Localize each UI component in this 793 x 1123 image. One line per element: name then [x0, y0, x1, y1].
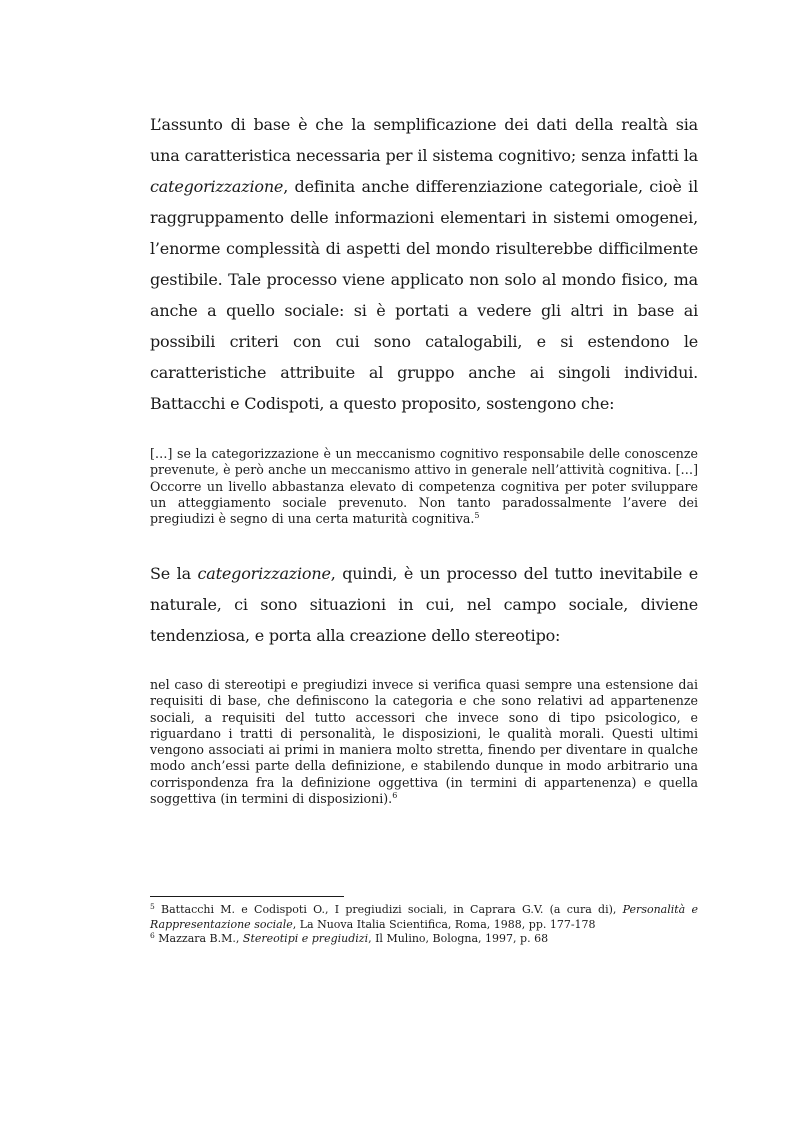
footnote-title: Stereotipi e pregiudizi: [242, 932, 369, 945]
italic-term: categorizzazione: [197, 564, 331, 583]
footnote-separator: [150, 896, 344, 897]
body-paragraph-2: [150, 558, 698, 651]
footnotes: [150, 903, 698, 947]
paragraph-text: L’assunto di base è che la semplificazione dei dati della realtà sia una caratteristica necessaria per il sistema cognitivo; senza infatti la: [150, 115, 698, 165]
paragraph-text: Se la: [150, 564, 198, 583]
body-paragraph-1: [150, 109, 698, 419]
italic-term: categorizzazione: [150, 177, 284, 196]
footnote-text: , La Nuova Italia Scientifica, Roma, 1988, pp. 177-178: [292, 917, 596, 931]
footnote-title: Personalità e Rappresentazione sociale: [150, 903, 699, 931]
paragraph-text: , definita anche differenziazione categoriale, cioè il raggruppamento delle informazioni elementari in sistemi omogenei, l’enorme complessità di aspetti del mondo risulterebbe difficilmente gestibile. Tale processo viene applicato non solo al mondo fisico, ma anche a quello sociale: si è portati a vedere gli altri in base ai possibili criteri con cui sono catalogabili, e si estendono le caratteristiche attribuite al gruppo anche ai singoli individui. Battacchi e Codispoti, a questo proposito, sostengono che:: [150, 177, 698, 413]
footnote-text: , Il Mulino, Bologna, 1997, p. 68: [368, 932, 549, 945]
quote-text: nel caso di stereotipi e pregiudizi invece si verifica quasi sempre una estensione dai requisiti di base, che definiscono la categoria e che sono relativi ad appartenenze sociali, a requisiti del tutto accessori che invece sono di tipo psicologico, e riguardano i tratti di personalità, le disposizioni, le qualità morali. Questi ultimi vengono associati ai primi in maniera molto stretta, finendo per diventare in qualche modo anch’essi parte della definizione, e stabilendo dunque in modo arbitrario una corrispondenza fra la definizione oggettiva (in termini di appartenenza) e quella soggettiva (in termini di disposizioni).: [150, 677, 698, 807]
footnote-5: [150, 903, 698, 932]
footnote-number: 5: [150, 902, 155, 911]
footnote-text: Battacchi M. e Codispoti O., I pregiudizi sociali, in Caprara G.V. (a cura di),: [154, 903, 623, 916]
block-quote-1: [150, 446, 698, 527]
block-quote-2: [150, 677, 698, 807]
footnote-ref-6[interactable]: 6: [392, 791, 398, 801]
quote-text: […] se la categorizzazione è un meccanismo cognitivo responsabile delle conoscenze prevenute, è però anche un meccanismo attivo in generale nell’attività cognitiva. […] Occorre un livello abbastanza elevato di competenza cognitiva per poter sviluppare un atteggiamento sociale prevenuto. Non tanto paradossalmente l’avere dei pregiudizi è segno di una certa maturità cognitiva.: [150, 446, 698, 527]
footnote-number: 6: [150, 931, 155, 940]
footnote-text: Mazzara B.M.,: [154, 932, 243, 945]
paragraph-text: , quindi, è un processo del tutto inevitabile e naturale, ci sono situazioni in cui, nel campo sociale, diviene tendenziosa, e porta alla creazione dello stereotipo:: [150, 564, 699, 645]
footnote-ref-5[interactable]: 5: [474, 511, 480, 521]
footnote-6: [150, 932, 698, 947]
